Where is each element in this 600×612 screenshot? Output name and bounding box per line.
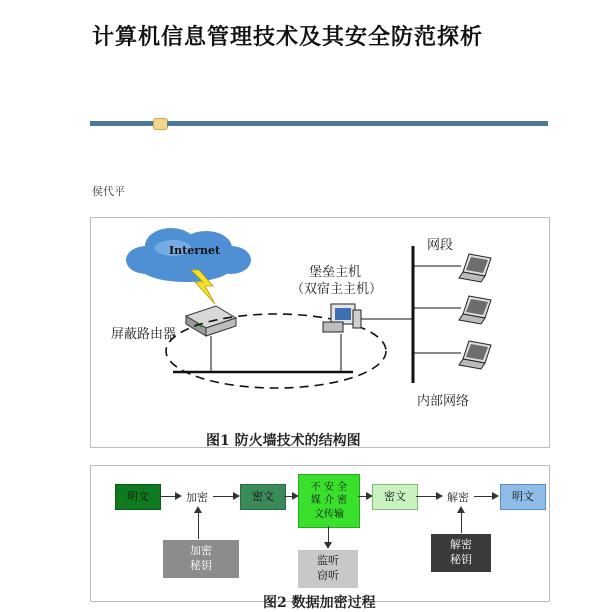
decrypt-key-box bbox=[431, 534, 491, 572]
plaintext-input-box bbox=[115, 484, 161, 510]
figure1-caption: 图1 防火墙技术的结构图 bbox=[206, 433, 361, 449]
ciphertext-box-2 bbox=[372, 484, 418, 510]
figure-encryption-process bbox=[90, 465, 550, 611]
decrypt-label: 解密 bbox=[447, 491, 469, 504]
insecure-medium-label: 不 安 全 媒 介 密 文传输 bbox=[310, 481, 348, 520]
title-rule-right bbox=[167, 121, 548, 126]
insecure-medium-box bbox=[298, 474, 360, 528]
router-label: 屏蔽路由器 bbox=[111, 327, 177, 342]
internal-network-label: 内部网络 bbox=[417, 394, 470, 409]
encrypt-key-label: 加密 秘钥 bbox=[190, 544, 212, 572]
ciphertext-2-label: 密文 bbox=[384, 489, 406, 503]
internet-label: Internet bbox=[169, 244, 221, 257]
plaintext-output-box bbox=[500, 484, 546, 510]
ciphertext-1-label: 密文 bbox=[252, 489, 274, 503]
document-title: 计算机信息管理技术及其安全防范探析 bbox=[92, 25, 484, 50]
author-name: 侯代平 bbox=[92, 185, 125, 198]
rule-badge-icon bbox=[153, 118, 168, 130]
network-segment-label: 网段 bbox=[427, 238, 454, 253]
laptop-icon bbox=[459, 296, 491, 324]
plaintext-output-label: 明文 bbox=[512, 489, 534, 503]
eavesdrop-box bbox=[298, 550, 358, 588]
eavesdrop-label: 监听 窃听 bbox=[317, 554, 339, 582]
decrypt-key-label: 解密 秘钥 bbox=[450, 538, 472, 566]
bastion-host-label: 堡垒主机 bbox=[309, 265, 362, 280]
figure2-caption: 图2 数据加密过程 bbox=[263, 595, 376, 611]
bastion-host-sublabel: （双宿主主机） bbox=[291, 282, 383, 297]
encrypt-key-box bbox=[163, 540, 239, 578]
ciphertext-box-1 bbox=[240, 484, 286, 510]
laptop-icon bbox=[459, 341, 491, 369]
figure-firewall-structure bbox=[90, 217, 550, 448]
plaintext-input-label: 明文 bbox=[127, 489, 149, 503]
title-rule-left bbox=[90, 121, 153, 126]
laptop-icon bbox=[459, 254, 491, 282]
encrypt-label: 加密 bbox=[186, 491, 208, 504]
